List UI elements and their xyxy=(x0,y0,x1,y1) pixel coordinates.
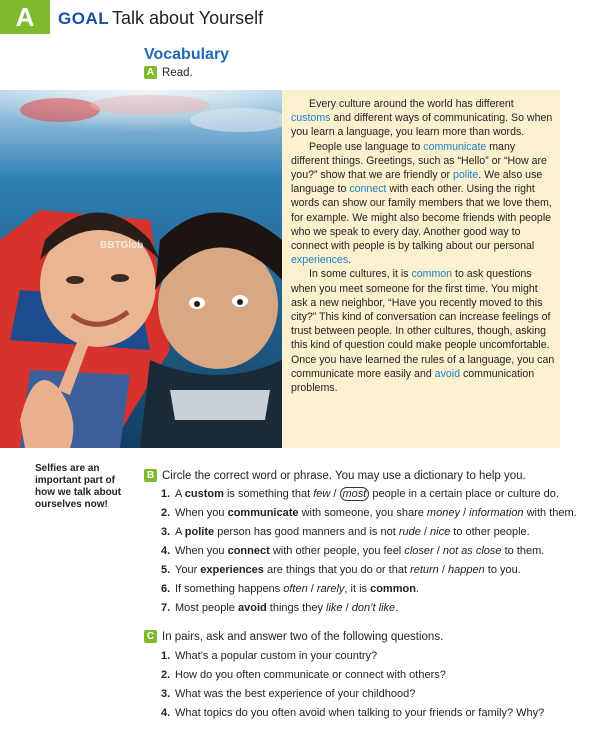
exercise-c-item xyxy=(161,707,544,726)
item-text-segment: , it is xyxy=(344,583,371,595)
item-text-segment: to other people. xyxy=(450,526,530,538)
section-a-instruction xyxy=(144,66,193,79)
answer-option[interactable]: closer xyxy=(404,545,434,557)
answer-option[interactable]: rude xyxy=(398,526,421,538)
item-text-segment: Most people xyxy=(175,602,238,614)
item-text-segment: / xyxy=(307,583,317,595)
reading-text-segment: to ask questions when you meet someone for the first time. You might ask a new neighbor, “Have you recently moved to this city?” This kind of conversation can increase feelings of trust between people. In other cultures, though, asking this kind of question could make people uncomfortable. Once you have learned the rules of a language, you can communicate more easily and xyxy=(291,268,555,380)
item-text xyxy=(175,526,530,545)
item-text-segment: / xyxy=(330,488,340,500)
underwater-selfie-image xyxy=(0,90,282,448)
exercise-c-list xyxy=(161,650,544,726)
item-number: 1. xyxy=(161,650,171,662)
answer-option[interactable]: like xyxy=(326,602,343,614)
photo-watermark: BBTGlob xyxy=(100,240,144,251)
item-number: 4. xyxy=(161,545,171,557)
section-a-badge: A xyxy=(144,66,157,79)
exercise-b-item xyxy=(161,507,577,526)
answer-option[interactable]: most xyxy=(340,487,370,501)
item-text-segment: / xyxy=(459,507,470,519)
reading-text xyxy=(291,97,555,395)
item-text-segment: A xyxy=(175,526,185,538)
exercise-b-item xyxy=(161,602,577,621)
section-a-text: Read. xyxy=(162,66,193,79)
item-text-segment: . xyxy=(395,602,399,614)
question-text: What’s a popular custom in your country? xyxy=(175,650,378,662)
item-text xyxy=(175,564,521,583)
answer-option[interactable]: information xyxy=(469,507,524,519)
item-text-segment: A xyxy=(175,488,185,500)
item-number: 3. xyxy=(161,526,171,538)
item-text-segment: things they xyxy=(266,602,327,614)
item-text-segment: If something happens xyxy=(175,583,284,595)
item-text-segment: to you. xyxy=(484,564,521,576)
lesson-letter-badge: A xyxy=(0,0,50,34)
vocabulary-keyword: experiences xyxy=(291,254,349,267)
answer-option[interactable]: not as close xyxy=(442,545,502,557)
answer-option[interactable]: money xyxy=(426,507,460,519)
vocabulary-word: connect xyxy=(227,545,270,557)
reading-text-segment: Every culture around the world has different xyxy=(309,98,514,110)
vocabulary-word: polite xyxy=(184,526,215,538)
vocabulary-word: avoid xyxy=(237,602,267,614)
vocabulary-word: communicate xyxy=(227,507,299,519)
item-text xyxy=(175,507,577,526)
item-number: 2. xyxy=(161,507,171,519)
answer-option[interactable]: nice xyxy=(430,526,451,538)
vocabulary-keyword: avoid xyxy=(434,367,460,380)
reading-text-segment: with each other. Using the right words can show our family members that we love them, for example. We might also become friends with people who we speak to every day. Another good way to connect with people is by talking about our personal xyxy=(291,183,552,253)
reading-text-segment: . We also use language to xyxy=(291,169,543,196)
section-b-text: Circle the correct word or phrase. You may use a dictionary to help you. xyxy=(162,469,526,482)
exercise-b-item xyxy=(161,545,577,564)
item-text-segment: with other people, you feel xyxy=(269,545,405,557)
exercise-b-item xyxy=(161,564,577,583)
reading-paragraph-3 xyxy=(291,267,555,395)
item-text-segment: are things that you do or that xyxy=(263,564,411,576)
reading-text-segment: . xyxy=(348,254,352,267)
question-text: What was the best experience of your childhood? xyxy=(175,688,416,700)
item-text-segment: is something that xyxy=(223,488,314,500)
vocabulary-keyword: polite xyxy=(452,169,479,182)
item-text xyxy=(175,602,398,621)
item-text-segment: When you xyxy=(175,545,228,557)
item-text-segment: to them. xyxy=(501,545,545,557)
item-text-segment: with them. xyxy=(523,507,577,519)
answer-option[interactable]: rarely xyxy=(316,583,345,595)
exercise-b-item xyxy=(161,488,577,507)
section-c-instruction xyxy=(144,630,443,643)
item-text xyxy=(175,488,559,507)
item-number: 4. xyxy=(161,707,171,719)
item-text-segment: person has good manners and is not xyxy=(214,526,399,538)
answer-option[interactable]: few xyxy=(313,488,331,500)
reading-paragraph-1 xyxy=(291,97,555,140)
answer-option[interactable]: return xyxy=(410,564,439,576)
item-number: 6. xyxy=(161,583,171,595)
vocabulary-word: custom xyxy=(184,488,224,500)
question-text: What topics do you often avoid when talking to your friends or family? Why? xyxy=(175,707,545,719)
item-text-segment: / xyxy=(433,545,443,557)
item-number: 2. xyxy=(161,669,171,681)
item-text-segment: / xyxy=(342,602,352,614)
item-text-segment: people in a certain place or culture do. xyxy=(369,488,559,500)
item-text xyxy=(175,545,544,564)
section-c-text: In pairs, ask and answer two of the following questions. xyxy=(162,630,444,643)
vocabulary-heading: Vocabulary xyxy=(144,46,230,63)
vocabulary-keyword: communicate xyxy=(423,140,487,153)
reading-text-segment: In some cultures, it is xyxy=(309,268,412,281)
goal-label: GOAL xyxy=(58,9,110,28)
exercise-b-item xyxy=(161,526,577,545)
exercise-c-item xyxy=(161,650,544,669)
section-b-badge: B xyxy=(144,469,157,482)
item-text-segment: When you xyxy=(175,507,228,519)
item-text-segment: / xyxy=(420,526,431,538)
vocabulary-word: common xyxy=(370,583,416,595)
reading-paragraph-2 xyxy=(291,140,555,268)
item-text-segment: with someone, you share xyxy=(298,507,427,519)
selfie-photo xyxy=(0,90,282,448)
answer-option[interactable]: don’t like xyxy=(351,602,396,614)
item-number: 7. xyxy=(161,602,171,614)
goal-header xyxy=(0,0,602,34)
item-number: 5. xyxy=(161,564,171,576)
item-text xyxy=(175,583,419,602)
vocabulary-keyword: customs xyxy=(291,112,331,125)
item-number: 3. xyxy=(161,688,171,700)
answer-option[interactable]: happen xyxy=(447,564,485,576)
vocabulary-keyword: connect xyxy=(349,183,387,196)
question-text: How do you often communicate or connect with others? xyxy=(175,669,446,681)
exercise-b-item xyxy=(161,583,577,602)
photo-caption: Selfies are an important part of how we talk about ourselves now! xyxy=(35,463,122,510)
reading-text-segment: communication problems. xyxy=(291,367,535,395)
reading-text-segment: many different things. Greetings, such as “Hello” or “How are you?” show that we are friendly or xyxy=(291,140,547,182)
vocabulary-keyword: common xyxy=(411,268,453,281)
item-text-segment: / xyxy=(438,564,448,576)
exercise-c-item xyxy=(161,669,544,688)
exercise-b-list xyxy=(161,488,577,621)
reading-text-segment: and different ways of communicating. So when you learn a language, you learn more than words. xyxy=(291,112,553,139)
item-text-segment: Your xyxy=(175,564,201,576)
reading-text-segment: People use language to xyxy=(309,140,424,153)
item-text-segment: . xyxy=(415,583,419,595)
section-b-instruction xyxy=(144,469,526,482)
section-c-badge: C xyxy=(144,630,157,643)
vocabulary-word: experiences xyxy=(200,564,264,576)
goal-title: Talk about Yourself xyxy=(112,8,264,28)
exercise-c-item xyxy=(161,688,544,707)
answer-option[interactable]: often xyxy=(283,583,308,595)
item-number: 1. xyxy=(161,488,171,500)
